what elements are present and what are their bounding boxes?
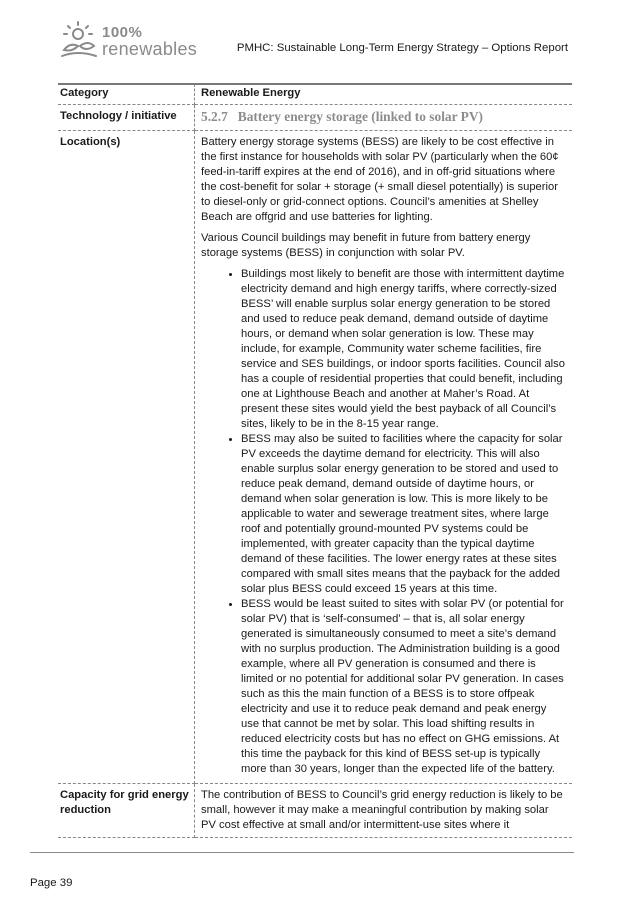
capacity-label: Capacity for grid energy reduction (58, 784, 195, 838)
category-label: Category (58, 84, 195, 105)
location-label: Location(s) (58, 131, 195, 784)
section-number: 5.2.7 (201, 109, 228, 124)
location-row (58, 131, 572, 784)
category-row (58, 84, 572, 105)
sun-leaf-icon (58, 20, 100, 60)
location-bullet-list (201, 267, 566, 777)
list-item: • Buildings most likely to benefit are those with intermittent daytime electricity demand and high energy tariffs, where correctly-sized BESS’ will enable surplus solar energy generation to be stored and used to reduce peak demand, demand outside of daytime hours, or demand when solar generation is low. These may include, for example, Community water scheme facilities, fire service and SES buildings, or indoor sports facilities. Council also has a couple of residential properties that could benefit, including one at Lighthouse Beach and another at Maher’s Road. At present these sites would yield the best payback of all Council’s sites, likely to be in the 8-15 year range. (241, 267, 566, 432)
logo-wordmark: renewables (102, 39, 198, 59)
list-item: • BESS may also be suited to facilities where the capacity for solar PV exceeds the daytime demand for electricity. This will also enable surplus solar energy generation to be stored and used to reduce peak demand, demand outside of daytime hours, or demand when solar generation is low. This is more likely to be applicable to water and sewerage treatment sites, where large roof and potentially ground-mounted PV systems could be implemented, with greater capacity than the typical daytime demand of these facilities. The lower energy rates at these sites compared with small sites means that the payback for the added solar plus BESS could exceed 15 years at this time. (241, 432, 566, 597)
location-paragraph-2: Various Council buildings may benefit in future from battery energy storage systems (BESS) in conjunction with solar PV. (201, 232, 531, 259)
section-title: Battery energy storage (linked to solar PV) (237, 109, 483, 124)
list-item: • BESS would be least suited to sites with solar PV (or potential for solar PV) that is ‘self-consumed’ – that is, all solar energy generated is simultaneously consumed to meet a site’s demand with no surplus production. The Administration building is a good example, where all PV generation is consumed and there is limited or no potential for additional solar PV generation. In cases such as this the main function of a BESS is to store offpeak electricity and use it to reduce peak demand and peak energy use that cannot be met by solar. This load shifting results in reduced electricity costs but has no effect on GHG emissions. At this time the payback for this kind of BESS set-up is typically more than 30 years, longer than the expected life of the battery. (241, 597, 566, 777)
category-value: Renewable Energy (195, 84, 573, 105)
logo (58, 20, 208, 64)
options-table (58, 84, 572, 838)
footer-divider (30, 852, 574, 853)
report-title: PMHC: Sustainable Long-Term Energy Strategy – Options Report (236, 42, 568, 54)
logo-number: 100% (102, 24, 143, 41)
technology-row (58, 105, 572, 131)
capacity-row (58, 784, 572, 838)
location-value (195, 131, 573, 784)
technology-value (195, 105, 573, 131)
capacity-value: The contribution of BESS to Council’s grid energy reduction is likely to be small, however it may make a meaningful contribution by making solar PV cost effective at small and/or intermittent-use sites where it (195, 784, 573, 838)
page-header (0, 0, 625, 70)
technology-label: Technology / initiative (58, 105, 195, 131)
location-paragraph-1: Battery energy storage systems (BESS) are likely to be cost effective in the first instance for households with solar PV (particularly when the 60¢ feed-in-tariff expires at the end of 2016), and in off-grid situations where the cost-benefit for solar + storage (+ small diesel potentially) is superior to diesel-only or grid-connect options. Council’s amenities at Shelley Beach are offgrid and use batteries for lighting. (201, 136, 559, 223)
page-number: Page 39 (30, 877, 73, 889)
